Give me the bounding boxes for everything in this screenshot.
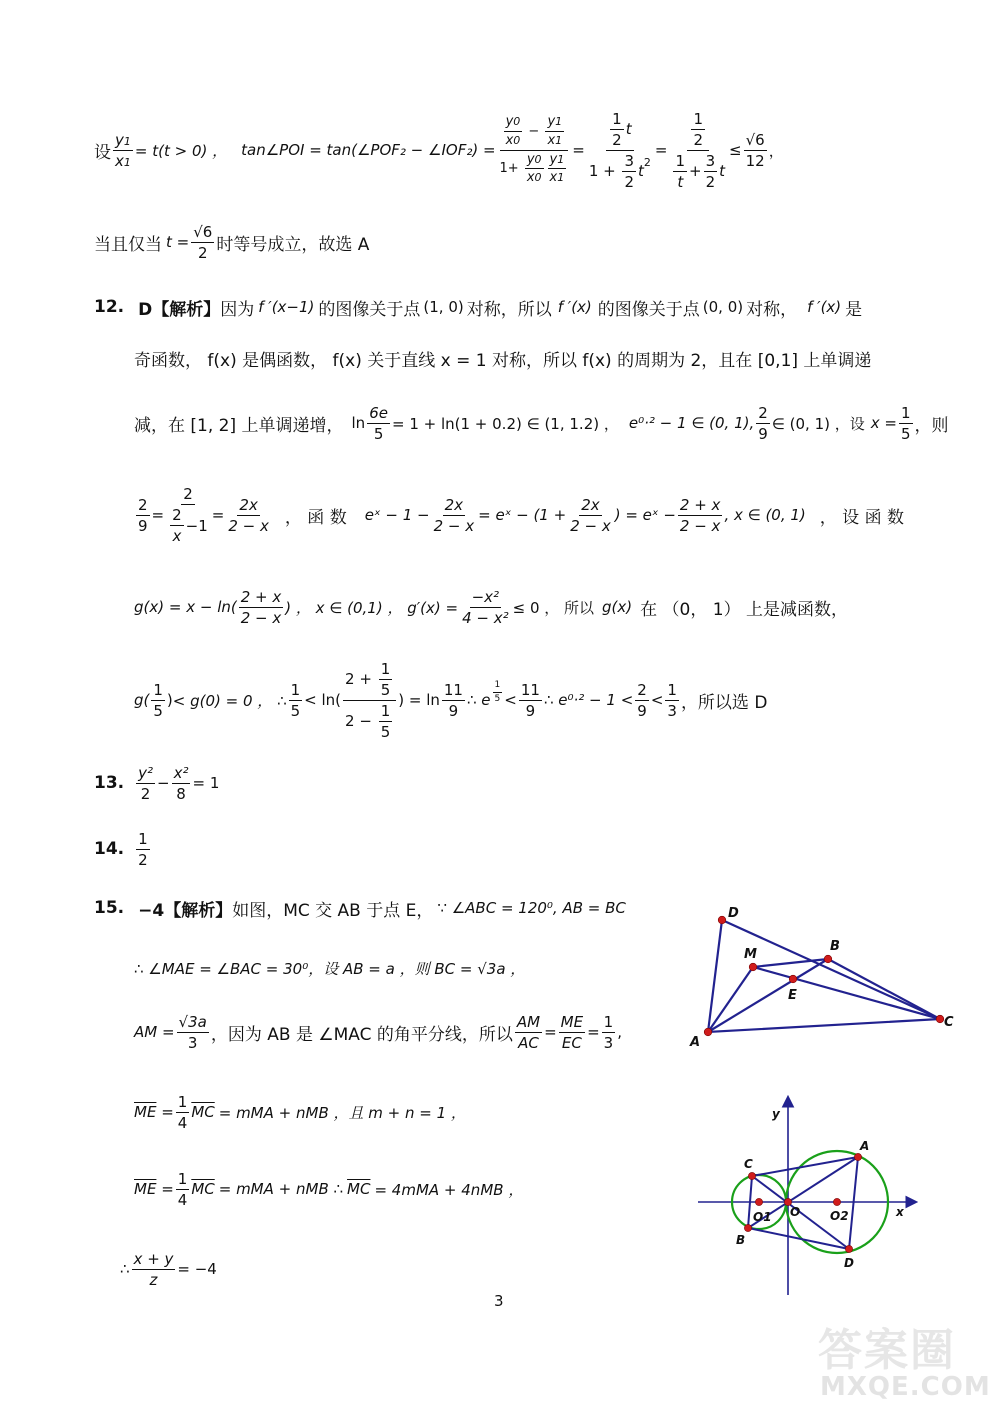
- q15-triangle-figure: [680, 900, 970, 1060]
- q15-line1: 15. −4【解析】 如图，MC 交 AB 于点 E， ∵ ∠ABC = 120⁰, AB = BC: [94, 893, 626, 923]
- y1-over-x1-fraction: $\frac{y1}{x1}$: [115, 130, 131, 170]
- label-C2: C: [744, 1157, 753, 1171]
- label-M: M: [744, 947, 757, 962]
- tan-expression: tan∠POI = tan(∠POF₂ − ∠IOF₂) =: [241, 141, 496, 159]
- q12-line5: g(x) = x − ln( $\frac{2 + x}{2 - x}$ ) ， x ∈ (0,1) ， g′(x) = $\frac{\text{−x²}}{\text{4 − x²}}$ ≤ 0 ， 所以 g(x) 在 （0， 1） 上是减函数，: [134, 587, 848, 627]
- q15-line5: $\overline{ME}$ = $\frac{1}{4}$ $\overline{MC}$ = mMA + nMB ∴ $\overline{MC}$ = 4mMA + 4nMB ，: [134, 1169, 524, 1209]
- q12-line3: 减，在 [1, 2] 上单调递增， ln $\frac{6e}{5}$ = 1 + ln(1 + 0.2) ∈ (1, 1.2) ， e⁰·² − 1 ∈ (0, 1), $\frac{2}{9}$ ∈ (0, 1) ，设 x = $\frac{1}{5}$ ，则: [134, 403, 949, 443]
- label-x: x: [896, 1205, 904, 1219]
- q14-number: 14.: [94, 839, 125, 859]
- point-B2: [744, 1224, 751, 1231]
- point-A: [704, 1028, 712, 1036]
- label-A2: A: [860, 1139, 870, 1153]
- point-M: [749, 963, 757, 971]
- q15-line2: ∴ ∠MAE = ∠BAC = 30⁰，设 AB = a ，则 BC = √3a ，: [134, 960, 526, 978]
- label-D2: D: [844, 1256, 854, 1270]
- tan-right-fraction: $\frac{1}{2}$ $\frac{1}{t}$ + $\frac{3}{2}$ t: [675, 109, 726, 191]
- q12-number: 12.: [94, 297, 125, 317]
- point-O1: [755, 1198, 762, 1205]
- q12-line6: g( $\frac{1}{5}$ ) < g(0) = 0 ， ∴ $\frac{1}{5}$ < ln( 2 + $\frac{1}{5}$ 2 − $\frac{1}{5}$ ) = ln $\frac{11}{9}$ ∴ e $\frac{1}{5}$ < $\frac{11}{9}$ ∴ e⁰·² − 1 < $\frac{2}{9}$ < $\frac{1}{3}$ ，所以选 D: [134, 659, 768, 741]
- q15-answer: −4【解析】: [138, 900, 233, 921]
- q12-line2: 奇函数， f(x) 是偶函数， f(x) 关于直线 x = 1 对称，所以 f(x) 的周期为 2，且在 [0,1] 上单调递: [134, 351, 872, 371]
- q13-line: 13. $\frac{\text{y²}}{2}$ − $\frac{\text{x²}}{8}$ = 1: [94, 763, 220, 803]
- watermark-brand: 答案圈: [818, 1325, 956, 1376]
- q15-line4: $\overline{ME}$ = $\frac{1}{4}$ $\overline{MC}$ = mMA + nMB ，且 m + n = 1 ，: [134, 1092, 466, 1132]
- watermark-site: MXQE.COM: [820, 1372, 991, 1402]
- label-B2: B: [736, 1233, 746, 1247]
- sqrt6-over-2: $\frac{√6}{2}$: [193, 222, 213, 262]
- label-D: D: [728, 906, 739, 921]
- point-D: [718, 916, 726, 924]
- point-C2: [748, 1172, 755, 1179]
- point-C: [936, 1015, 944, 1023]
- label-C: C: [944, 1015, 954, 1030]
- equality-condition-line: 当且仅当 t = $\frac{√6}{2}$ 时等号成立，故选 A: [94, 222, 370, 262]
- q12-answer: D【解析】: [138, 299, 221, 320]
- tan-mid-fraction: $\frac{1}{2}$ t 1 + $\frac{3}{2}$ t 2: [588, 109, 651, 191]
- q14-line: 14. $\frac{1}{2}$: [94, 829, 148, 869]
- page-number: 3: [494, 1292, 504, 1310]
- label-O1: O1: [753, 1210, 772, 1224]
- q12-line1: 12. D【解析】 因为 f ′(x−1) 的图像关于点 (1, 0) 对称，所以 f ′(x) 的图像关于点 (0, 0) 对称， f ′(x) 是: [94, 292, 862, 322]
- point-B: [824, 955, 832, 963]
- tan-derivation-line: 设 $\frac{y1}{x1}$ = t(t > 0) ， tan∠POI = tan(∠POF₂ − ∠IOF₂) = $\frac{y0}{x0}$ − $\frac{y1}{x1}$ 1+ $\frac{y0}{x0}$ $\frac{y1}{x1}$ = $\frac{1}{2}$ t 1 + $\frac{3}{2}$ t 2 = $\frac{1}{2}$ $\frac{1}{t}$ + $\frac{3}{2}$ t ≤ $\frac{√6}{12}$ ，: [94, 109, 784, 191]
- tan-prefix: 设: [94, 142, 111, 163]
- label-E: E: [788, 988, 797, 1003]
- sqrt6-over-12: $\frac{√6}{12}$: [745, 130, 765, 170]
- q15-number: 15.: [94, 898, 125, 918]
- label-O: O: [790, 1205, 801, 1219]
- tan-big-fraction: $\frac{y0}{x0}$ − $\frac{y1}{x1}$ 1+ $\frac{y0}{x0}$ $\frac{y1}{x1}$: [498, 114, 571, 185]
- point-D2: [845, 1245, 852, 1252]
- leq-sign: ≤: [729, 141, 742, 159]
- label-B: B: [830, 939, 840, 954]
- point-E: [789, 975, 797, 983]
- label-y: y: [772, 1107, 780, 1121]
- q15-line3: AM = $\frac{√3a}{3}$ ，因为 AB 是 ∠MAC 的角平分线，所以 $\frac{AM}{AC}$ = $\frac{ME}{EC}$ = $\frac{1}{3}$ ,: [134, 1012, 622, 1052]
- q13-number: 13.: [94, 773, 125, 793]
- label-A: A: [690, 1035, 701, 1050]
- t-condition: = t(t > 0) ，: [134, 141, 228, 160]
- q12-line4: $\frac{2}{9}$ = 2 $\frac{2}{x}$ −1 = $\frac{2x}{2 - x}$ ， 函 数 eˣ − 1 − $\frac{2x}{2 - x}$ = eˣ − (1 + $\frac{2x}{2 - x}$ ) = eˣ − $\frac{2 + x}{2 - x}$ , x ∈ (0, 1) ， 设 函 数: [138, 485, 904, 545]
- q15-line6: ∴ $\frac{x + y}{z}$ = −4: [120, 1249, 217, 1289]
- point-A2: [854, 1153, 861, 1160]
- label-O2: O2: [830, 1209, 849, 1223]
- q15-circles-figure: [690, 1090, 930, 1300]
- point-O2: [833, 1198, 840, 1205]
